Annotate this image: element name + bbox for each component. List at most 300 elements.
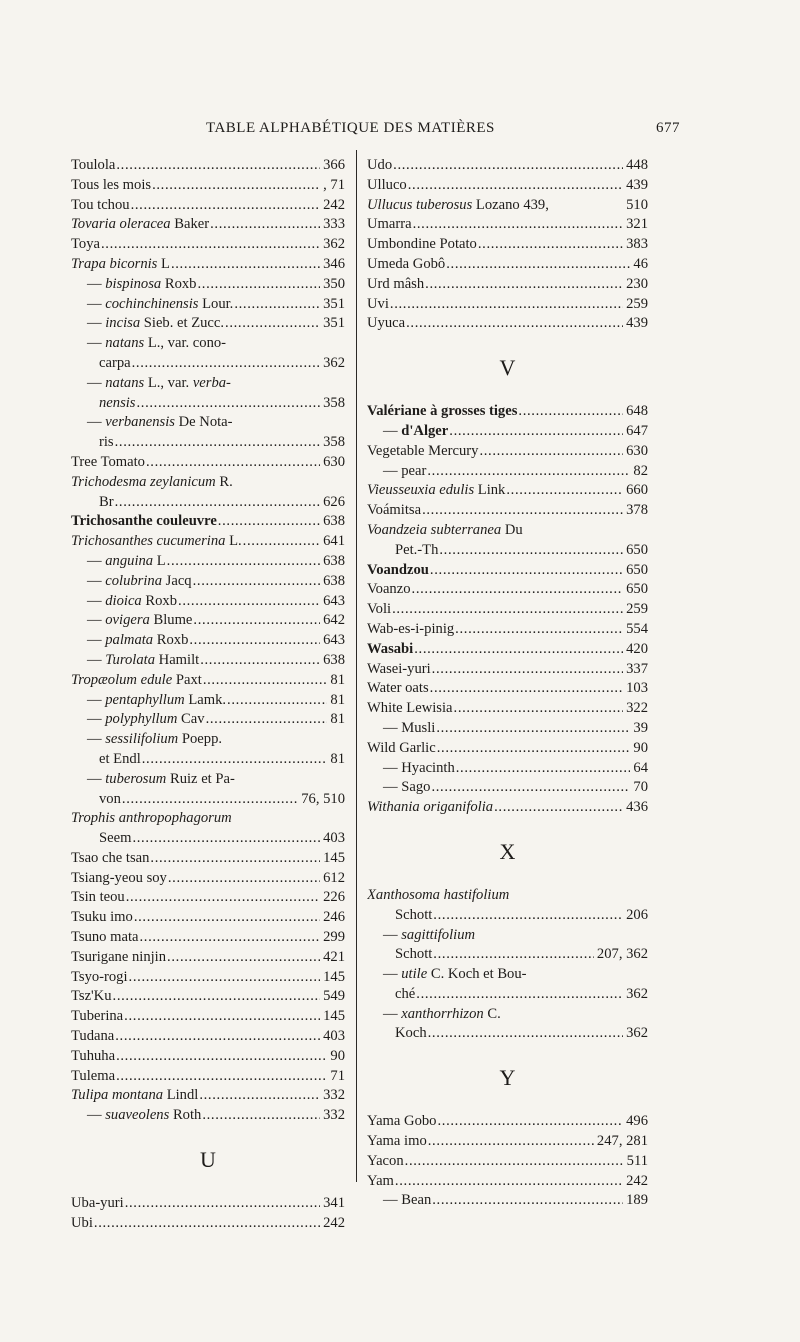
dot-leader (405, 1153, 648, 1169)
entry-term: Wasabi (367, 640, 414, 657)
entry-term: Trapa bicornis L (71, 255, 170, 272)
entry-term: Koch (395, 1025, 427, 1042)
entry-term: Uvi (367, 295, 389, 312)
page-ref: 322 (623, 699, 648, 719)
index-entry (71, 295, 345, 315)
index-entry (71, 611, 345, 631)
dot-leader (393, 157, 648, 173)
page-ref: 145 (320, 968, 345, 988)
dot-leader (390, 296, 648, 312)
page-ref: 436 (623, 798, 648, 818)
dot-leader (167, 553, 345, 569)
entry-term: Tuberina (71, 1008, 124, 1025)
index-entry (71, 928, 345, 948)
entry-term: Water oats (367, 680, 429, 697)
index-entry (367, 1172, 648, 1192)
dot-leader (94, 1215, 345, 1231)
index-entry (71, 671, 345, 691)
index-entry (71, 394, 345, 414)
index-entry (367, 1112, 648, 1132)
right-column (367, 156, 648, 1211)
entry-term: — palmata Roxb (87, 632, 189, 649)
index-entry (367, 156, 648, 176)
index-entry (367, 985, 648, 1005)
entry-term: — Musli (383, 719, 436, 736)
dot-leader (139, 929, 345, 945)
entry-term: Wild Garlic (367, 739, 436, 756)
index-entry (71, 334, 345, 354)
index-entry (367, 1191, 648, 1211)
page-ref: 362 (320, 235, 345, 255)
dot-leader (437, 740, 648, 756)
entry-term: Tsiang-yeou soy (71, 869, 167, 886)
index-entry (71, 829, 345, 849)
entry-term: Ulluco (367, 176, 407, 193)
entry-term: Trichosanthe couleuvre (71, 513, 217, 530)
dot-leader (136, 395, 345, 411)
entry-term: — Turolata Hamilt (87, 651, 200, 668)
dot-leader (412, 581, 648, 597)
index-entry (367, 196, 648, 216)
dot-leader (431, 779, 648, 795)
entry-term: — polyphyllum Cav (87, 711, 205, 728)
entry-term: Seem (99, 830, 132, 847)
page-ref: 638 (320, 651, 345, 671)
page-ref: 321 (623, 215, 648, 235)
entry-term: Voandzeia subterranea Du (367, 521, 523, 538)
index-entry (71, 710, 345, 730)
dot-leader (126, 889, 345, 905)
u-continued-entries (367, 156, 648, 334)
index-entry (367, 640, 648, 660)
index-entry (71, 1027, 345, 1047)
page-ref: 511 (624, 1152, 648, 1172)
index-entry (71, 1194, 345, 1214)
page-ref: 242 (623, 1172, 648, 1192)
entry-term: von (99, 790, 121, 807)
entry-term: — incisa Sieb. et Zucc. (87, 315, 225, 332)
dot-leader (206, 711, 345, 727)
left-column (71, 156, 345, 1234)
index-entry (367, 561, 648, 581)
entry-term: — anguina L (87, 552, 166, 569)
index-entry (71, 691, 345, 711)
entry-term: Tree Tomato (71, 453, 145, 470)
index-entry (71, 512, 345, 532)
entry-term: Wab-es-i-pinig (367, 620, 455, 637)
dot-leader (439, 542, 648, 558)
index-entry (71, 1214, 345, 1234)
entry-term: Yama Gobo (367, 1113, 437, 1130)
entry-term: Yacon (367, 1152, 404, 1169)
dot-leader (116, 157, 345, 173)
index-entry (71, 493, 345, 513)
index-entry (367, 1152, 648, 1172)
page-ref: 510 (623, 196, 648, 216)
entry-term: Voanzo (367, 581, 411, 598)
index-entry (367, 314, 648, 334)
index-entry (71, 1086, 345, 1106)
page-ref: 362 (623, 985, 648, 1005)
dot-leader (455, 621, 648, 637)
dot-leader (406, 315, 648, 331)
page-ref: 366 (320, 156, 345, 176)
dot-leader (428, 1025, 648, 1041)
entry-term: Uyuca (367, 315, 406, 332)
entry-term: Trichosanthes cucumerina L. (71, 533, 242, 550)
dot-leader (430, 680, 648, 696)
index-entry (71, 354, 345, 374)
page-ref: , 71 (320, 176, 345, 196)
dot-leader (171, 256, 345, 272)
entry-term: Urd mâsh (367, 275, 425, 292)
index-entry (367, 660, 648, 680)
page-ref: 246 (320, 908, 345, 928)
dot-leader (125, 1195, 345, 1211)
page-ref: 247, 281 (594, 1132, 648, 1152)
x-entries (367, 886, 648, 1044)
index-entry (367, 176, 648, 196)
page-ref: 421 (320, 948, 345, 968)
entry-term: — pentaphyllum Lamk. (87, 691, 227, 708)
page-ref: 230 (623, 275, 648, 295)
dot-leader (430, 562, 648, 578)
index-entry (71, 433, 345, 453)
index-entry (367, 215, 648, 235)
entry-term: — utile C. Koch et Bou- (383, 966, 527, 983)
dot-leader (432, 661, 648, 677)
entry-term: Voámitsa (367, 502, 422, 519)
running-title: TABLE ALPHABÉTIQUE DES MATIÈRES (206, 120, 495, 136)
entry-term: Yam (367, 1172, 394, 1189)
dot-leader (437, 1113, 648, 1129)
page-ref: 81 (327, 710, 345, 730)
page-ref: 549 (320, 987, 345, 1007)
index-entry (71, 1106, 345, 1126)
entry-term: Voli (367, 601, 392, 618)
index-entry (367, 600, 648, 620)
entry-term: Tovaria oleracea Baker (71, 216, 210, 233)
index-entry (367, 422, 648, 442)
dot-leader (132, 355, 345, 371)
page-ref: 350 (320, 275, 345, 295)
dot-leader (115, 1028, 345, 1044)
entry-term: — natans L., var. verba- (87, 374, 231, 391)
page-ref: 71 (327, 1067, 345, 1087)
page-ref: 648 (623, 402, 648, 422)
index-entry (71, 968, 345, 988)
page-ref: 403 (320, 1027, 345, 1047)
page-ref: 189 (623, 1191, 648, 1211)
page-ref: 383 (623, 235, 648, 255)
entry-term: Vieusseuxia edulis Link (367, 482, 506, 499)
page-ref: 70 (630, 778, 648, 798)
page-ref: 346 (320, 255, 345, 275)
entry-term: — suaveolens Roth (87, 1107, 202, 1124)
entry-term: Tous les mois (71, 176, 152, 193)
entry-term: — Sago (383, 779, 431, 796)
dot-leader (146, 454, 345, 470)
index-entry (367, 739, 648, 759)
index-entry (367, 759, 648, 779)
entry-term: Umarra (367, 216, 412, 233)
page-ref: 650 (623, 580, 648, 600)
entry-term: Tsurigane ninjin (71, 948, 167, 965)
index-entry (367, 541, 648, 561)
dot-leader (427, 463, 648, 479)
index-entry (367, 462, 648, 482)
entry-term: — pear (383, 462, 427, 479)
page-ref: 641 (320, 532, 345, 552)
entry-term: Tulipa montana Lindl (71, 1087, 199, 1104)
entry-term: Br (99, 493, 114, 510)
dot-leader (152, 177, 345, 193)
dot-leader (134, 909, 345, 925)
v-w-entries (367, 402, 648, 818)
dot-leader (150, 850, 345, 866)
entry-term: Udo (367, 157, 393, 173)
index-entry (71, 869, 345, 889)
page-ref: 403 (320, 829, 345, 849)
entry-term: — xanthorrhizon C. (383, 1005, 501, 1022)
entry-term: carpa (99, 354, 131, 371)
page-ref: 358 (320, 394, 345, 414)
index-entry (367, 719, 648, 739)
u-entries (71, 1194, 345, 1234)
index-entry (367, 275, 648, 295)
entry-term: — d'Alger (383, 422, 449, 439)
page-ref: 206 (623, 906, 648, 926)
index-entry (367, 402, 648, 422)
page-ref: 46 (630, 255, 648, 275)
entry-term: Uba-yuri (71, 1195, 124, 1212)
index-entry (71, 413, 345, 433)
entry-term: Trichodesma zeylanicum R. (71, 473, 233, 490)
dot-leader (413, 216, 648, 232)
page-ref: 638 (320, 552, 345, 572)
section-letter-y: Y (499, 1065, 516, 1091)
entry-term: Ubi (71, 1214, 93, 1231)
index-entry (71, 532, 345, 552)
page-ref: 378 (623, 501, 648, 521)
page-ref: 299 (320, 928, 345, 948)
entry-term: Pet.-Th (395, 541, 439, 558)
page-ref: 626 (320, 493, 345, 513)
page-ref: 650 (623, 561, 648, 581)
index-entry (367, 442, 648, 462)
page-ref: 612 (320, 869, 345, 889)
section-letter-v: V (499, 355, 516, 381)
page-ref: 439 (623, 314, 648, 334)
index-entry (71, 888, 345, 908)
page-ref: 439 (623, 176, 648, 196)
dot-leader (446, 256, 648, 272)
entry-term: Trophis anthropophagorum (71, 810, 232, 827)
entry-term: ché (395, 985, 416, 1002)
index-entry (71, 572, 345, 592)
entry-term: Tulema (71, 1067, 116, 1084)
entry-term: ris (99, 434, 114, 451)
page-ref: 82 (630, 462, 648, 482)
dot-leader (168, 870, 345, 886)
dot-leader (167, 949, 345, 965)
page-ref: 643 (320, 592, 345, 612)
index-entry (367, 1005, 648, 1025)
dot-leader (115, 494, 345, 510)
dot-leader (131, 197, 345, 213)
index-entry (367, 945, 648, 965)
page-ref: 642 (320, 611, 345, 631)
page-ref: 332 (320, 1106, 345, 1126)
dot-leader (436, 720, 648, 736)
entry-term: — verbanensis De Nota- (87, 414, 233, 431)
entry-term: Wasei-yuri (367, 660, 431, 677)
index-entry (367, 679, 648, 699)
entry-term: nensis (99, 394, 136, 411)
index-entry (367, 1024, 648, 1044)
entry-term: — colubrina Jacq (87, 572, 192, 589)
index-entry (367, 501, 648, 521)
page-ref: 103 (623, 679, 648, 699)
page-ref: 630 (623, 442, 648, 462)
page-ref: 76, 510 (298, 790, 345, 810)
index-entry (367, 965, 648, 985)
entry-term: Tsin teou (71, 889, 125, 906)
dot-leader (414, 641, 648, 657)
page-ref: 145 (320, 1007, 345, 1027)
dot-leader (116, 1048, 345, 1064)
index-entry (71, 196, 345, 216)
page-ref: 259 (623, 600, 648, 620)
index-entry (71, 770, 345, 790)
entry-term: Withania origanifolia (367, 799, 494, 816)
column-divider (356, 150, 357, 1182)
page-ref: 333 (320, 215, 345, 235)
entry-term: Xanthosoma hastifolium (367, 886, 510, 903)
index-entry (367, 906, 648, 926)
page-ref: 647 (623, 422, 648, 442)
entry-term: — bispinosa Roxb (87, 275, 197, 292)
page-ref: 337 (623, 660, 648, 680)
dot-leader (422, 502, 648, 518)
left-entries (71, 156, 345, 1126)
entry-term: — natans L., var. cono- (87, 335, 227, 352)
index-entry (71, 235, 345, 255)
dot-leader (203, 672, 345, 688)
page-ref: 145 (320, 849, 345, 869)
page-ref: 362 (623, 1024, 648, 1044)
dot-leader (113, 988, 345, 1004)
index-entry (71, 948, 345, 968)
dot-leader (132, 830, 345, 846)
page-ref: 81 (327, 671, 345, 691)
entry-term: Schott (395, 946, 433, 963)
index-entry (71, 750, 345, 770)
entry-term: — cochinchinensis Lour. (87, 295, 234, 312)
entry-term: Tsao che tsan (71, 849, 150, 866)
index-entry (71, 552, 345, 572)
entry-term: Vegetable Mercury (367, 442, 479, 459)
dot-leader (449, 423, 648, 439)
page-ref: 554 (623, 620, 648, 640)
index-entry (71, 374, 345, 394)
dot-leader (456, 760, 648, 776)
index-entry (71, 809, 345, 829)
entry-term: White Lewisia (367, 700, 453, 717)
entry-term: — sagittifolium (383, 926, 476, 943)
entry-term: Tropæolum edule Paxt (71, 671, 202, 688)
page-ref: 90 (630, 739, 648, 759)
page-ref: 207, 362 (594, 945, 648, 965)
index-entry (71, 790, 345, 810)
index-entry (367, 620, 648, 640)
index-entry (71, 849, 345, 869)
entry-term: Tudana (71, 1028, 115, 1045)
page-ref: 259 (623, 295, 648, 315)
page-ref: 638 (320, 512, 345, 532)
page-ref: 242 (320, 1214, 345, 1234)
page-ref: 341 (320, 1194, 345, 1214)
entry-term: Tsuku imo (71, 909, 133, 926)
entry-term: Tsuno mata (71, 929, 139, 946)
section-letter-x: X (499, 838, 516, 864)
dot-leader (124, 1008, 345, 1024)
page-ref: 351 (320, 295, 345, 315)
index-entry (71, 275, 345, 295)
index-entry (367, 521, 648, 541)
index-entry (71, 651, 345, 671)
dot-leader (392, 601, 648, 617)
entry-term: Voandzou (367, 561, 429, 578)
page-ref: 39 (630, 719, 648, 739)
page-ref: 643 (320, 631, 345, 651)
entry-term: et Endl (99, 750, 141, 767)
dot-leader (432, 1192, 648, 1208)
index-entry (71, 255, 345, 275)
index-entry (367, 481, 648, 501)
dot-leader (416, 986, 648, 1002)
index-entry (71, 987, 345, 1007)
entry-term: — sessilifolium Poepp. (87, 731, 223, 748)
page-ref: 332 (320, 1086, 345, 1106)
page-ref: 64 (630, 759, 648, 779)
page-number: 677 (656, 120, 680, 136)
dot-leader (395, 1173, 648, 1189)
entry-term: Ullucus tuberosus Lozano 439, (367, 196, 549, 213)
index-entry (71, 473, 345, 493)
index-entry (71, 908, 345, 928)
index-entry (367, 255, 648, 275)
entry-term: Schott (395, 906, 433, 923)
index-entry (71, 156, 345, 176)
entry-term: Yama imo (367, 1133, 427, 1150)
dot-leader (454, 700, 648, 716)
dot-leader (142, 751, 345, 767)
index-entry (367, 798, 648, 818)
y-entries (367, 1112, 648, 1211)
section-letter-u: U (200, 1147, 216, 1173)
dot-leader (115, 434, 345, 450)
entry-term: Umbondine Potato (367, 236, 477, 253)
page-ref: 242 (320, 196, 345, 216)
index-entry (71, 631, 345, 651)
index-entry (367, 1132, 648, 1152)
page-ref: 448 (623, 156, 648, 176)
index-entry (71, 1047, 345, 1067)
page-ref: 90 (327, 1047, 345, 1067)
page-ref: 358 (320, 433, 345, 453)
dot-leader (433, 907, 648, 923)
